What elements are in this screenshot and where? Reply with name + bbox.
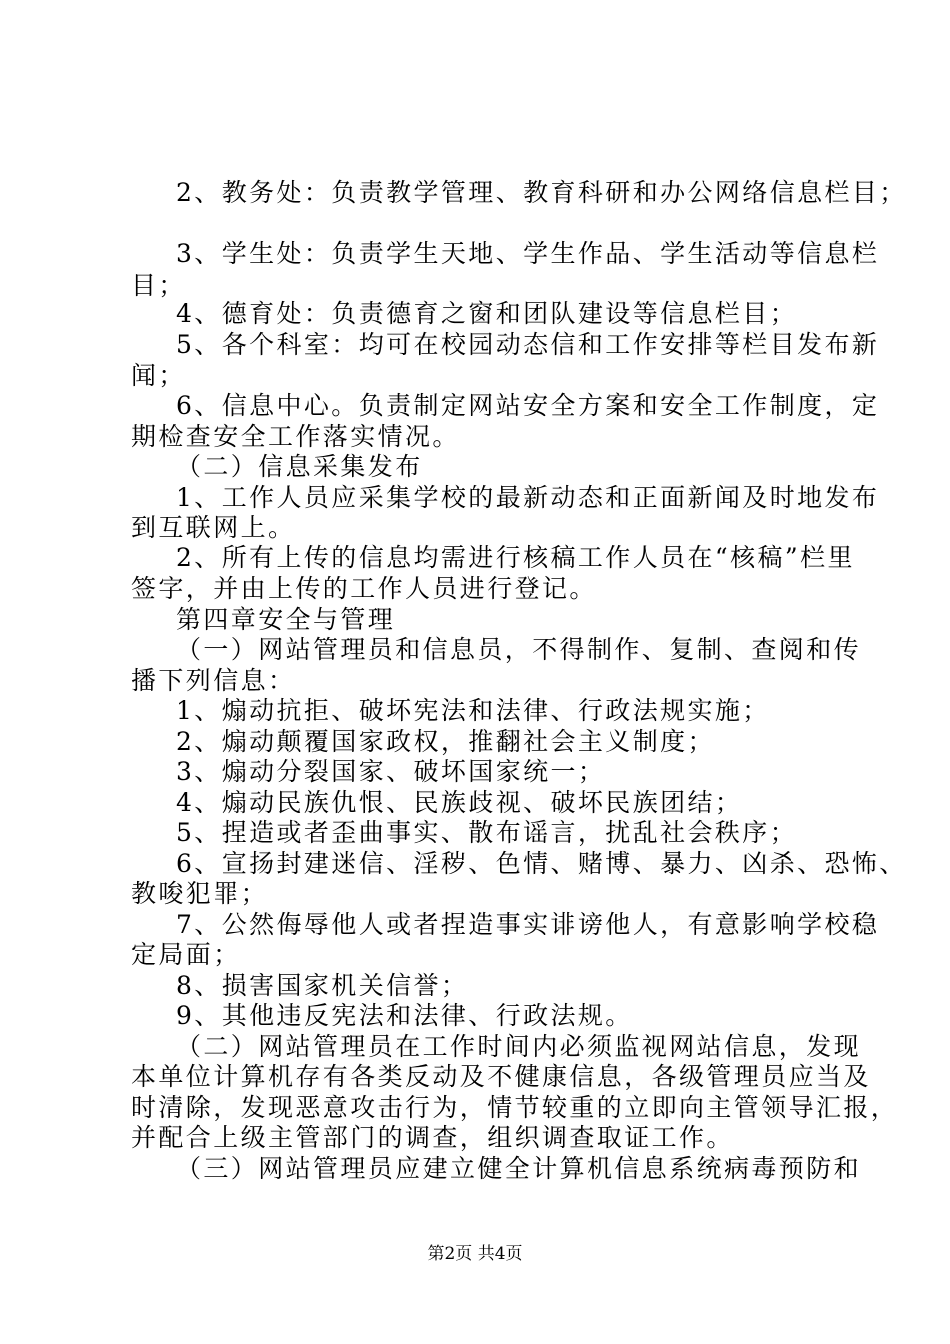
list-item: 3、煽动分裂国家、破坏国家统一； [176,757,606,786]
text-line: 4、德育处：负责德育之窗和团队建设等信息栏目； [176,299,798,328]
text-line: 2、所有上传的信息均需进行核稿工作人员在“核稿”栏里 [176,543,855,572]
text-line: 并配合上级主管部门的调查，组织调查取证工作。 [131,1123,734,1152]
text-line: 闻； [131,361,186,390]
text-line: 签字，并由上传的工作人员进行登记。 [131,574,597,603]
list-item: 5、捏造或者歪曲事实、散布谣言，扰乱社会秩序； [176,818,798,847]
text-line: 时清除，发现恶意攻击行为，情节较重的立即向主管领导汇报， [131,1093,899,1122]
text-line: 定局面； [131,940,241,969]
text-line: 5、各个科室：均可在校园动态信和工作安排等栏目发布新 [176,330,880,359]
text-line: 6、信息中心。负责制定网站安全方案和安全工作制度，定 [176,391,880,420]
text-line: （一）网站管理员和信息员，不得制作、复制、查阅和传 [176,635,862,664]
text-line: （三）网站管理员应建立健全计算机信息系统病毒预防和 [176,1154,862,1183]
chapter-heading: 第四章安全与管理 [176,605,396,634]
text-line: 2、教务处：负责教学管理、教育科研和办公网络信息栏目； [176,178,907,207]
list-item: 4、煽动民族仇恨、民族歧视、破坏民族团结； [176,788,743,817]
text-line: 到互联网上。 [131,513,296,542]
text-line: 1、工作人员应采集学校的最新动态和正面新闻及时地发布 [176,483,880,512]
text-line: 本单位计算机存有各类反动及不健康信息，各级管理员应当及 [131,1062,871,1091]
text-line: 3、学生处：负责学生天地、学生作品、学生活动等信息栏 [176,239,880,268]
list-item: 6、宣扬封建迷信、淫秽、色情、赌博、暴力、凶杀、恐怖、 [176,849,907,878]
list-item: 9、其他违反宪法和法律、行政法规。 [176,1001,633,1030]
text-line: 播下列信息： [131,666,296,695]
text-line: 目； [131,271,186,300]
page-number: 第2页 共4页 [427,1244,523,1264]
list-item: 2、煽动颠覆国家政权，推翻社会主义制度； [176,727,715,756]
text-line: （二）网站管理员在工作时间内必须监视网站信息，发现 [176,1032,862,1061]
section-heading: （二）信息采集发布 [176,452,423,481]
list-item: 7、公然侮辱他人或者捏造事实诽谤他人，有意影响学校稳 [176,910,880,939]
text-line: 期检查安全工作落实情况。 [131,422,460,451]
list-item: 1、煽动抗拒、破坏宪法和法律、行政法规实施； [176,696,770,725]
list-item: 8、损害国家机关信誉； [176,971,469,1000]
text-line: 教唆犯罪； [131,879,269,908]
